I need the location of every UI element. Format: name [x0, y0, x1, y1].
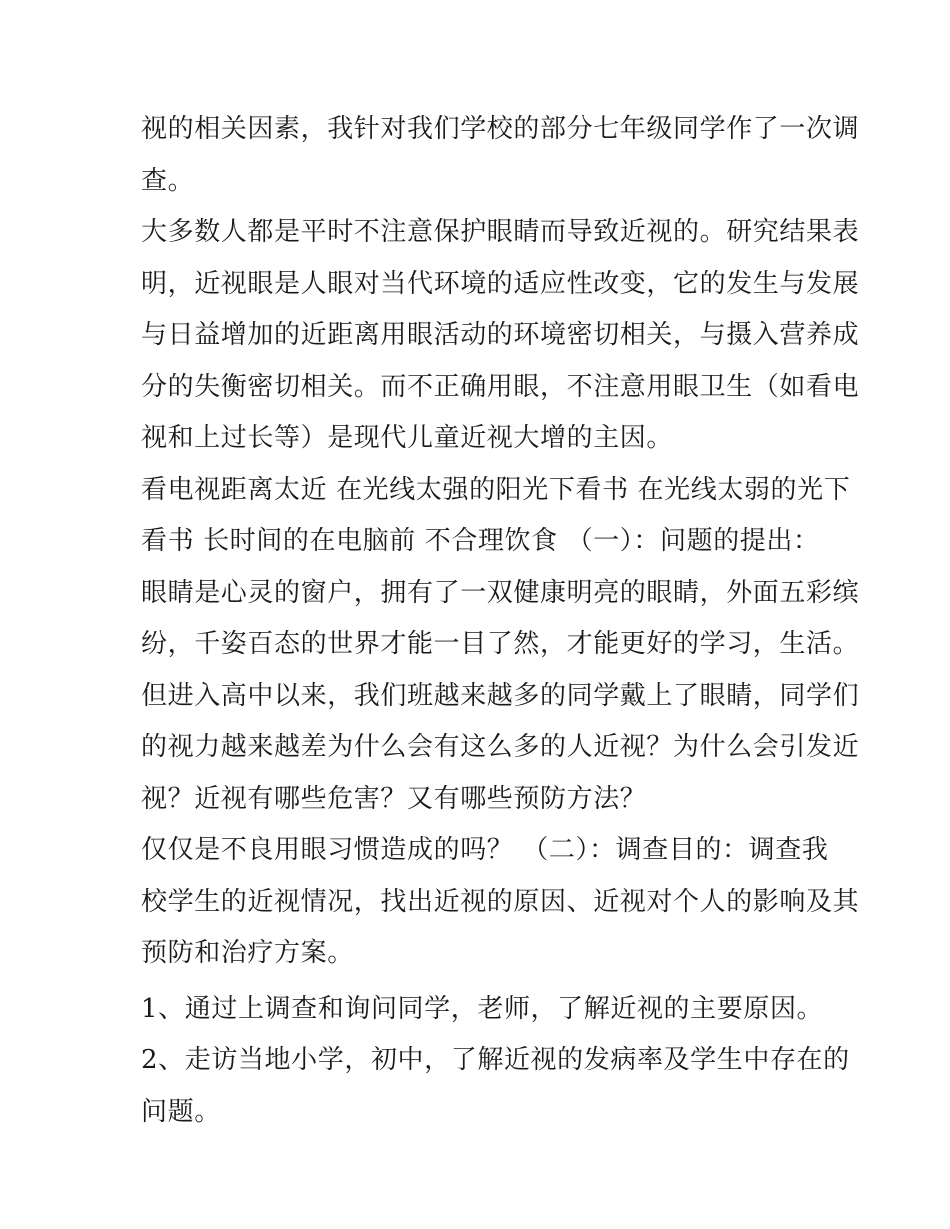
text-line: 的视力越来越差为什么会有这么多的人近视？为什么会引发近	[141, 732, 860, 762]
text-line: 分的失衡密切相关。而不正确用眼，不注意用眼卫生（如看电	[141, 371, 860, 402]
text-line: 问题。	[141, 1096, 221, 1127]
text-line: 看电视距离太近 在光线太强的阳光下看书 在光线太弱的光下	[141, 474, 851, 505]
text-line: 预防和治疗方案。	[141, 938, 354, 968]
text-line: 明，近视眼是人眼对当代环境的适应性改变，它的发生与发展	[141, 268, 860, 299]
text-line: 与日益增加的近距离用眼活动的环境密切相关，与摄入营养成	[141, 320, 860, 350]
document-body	[141, 104, 860, 1138]
text-line: 大多数人都是平时不注意保护眼睛而导致近视的。研究结果表	[141, 217, 860, 247]
text-line: 校学生的近视情况，找出近视的原因、近视对个人的影响及其	[141, 886, 860, 917]
text-line: 视的相关因素，我针对我们学校的部分七年级同学作了一次调	[141, 114, 860, 144]
text-line: 视？近视有哪些危害？又有哪些预防方法？	[141, 783, 647, 814]
text-line: 视和上过长等）是现代儿童近视大增的主因。	[141, 423, 674, 453]
text-line: 仅仅是不良用眼习惯造成的吗？ （二）：调查目的：调查我	[141, 835, 829, 865]
text-line: 看书 长时间的在电脑前 不合理饮食 （一）：问题的提出：	[141, 526, 820, 556]
text-line: 但进入高中以来，我们班越来越多的同学戴上了眼睛，同学们	[141, 680, 860, 711]
text-line: 查。	[141, 165, 195, 196]
list-item: 2、走访当地小学，初中，了解近视的发病率及学生中存在的	[141, 1045, 850, 1075]
list-item: 1、通过上调查和询问同学，老师，了解近视的主要原因。	[141, 993, 824, 1024]
text-line: 纷，千姿百态的世界才能一目了然，才能更好的学习，生活。	[141, 629, 860, 659]
text-line: 眼睛是心灵的窗户，拥有了一双健康明亮的眼睛，外面五彩缤	[141, 577, 860, 608]
